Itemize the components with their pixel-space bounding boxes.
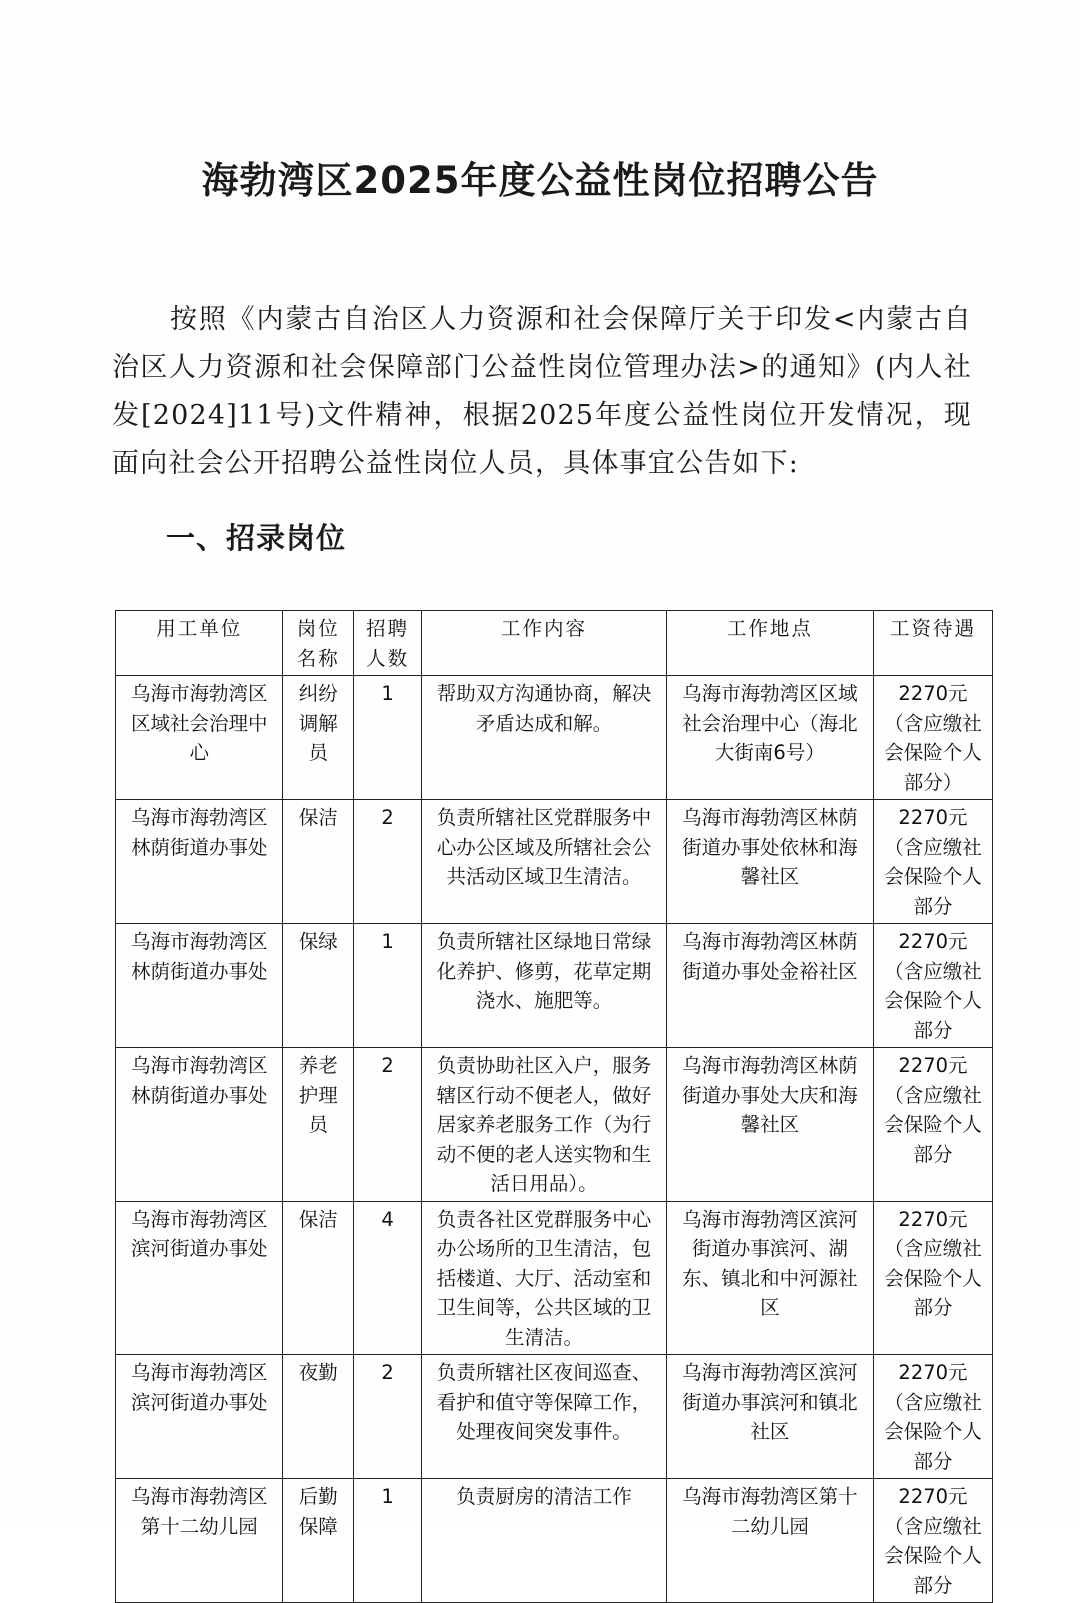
cell-unit: 乌海市海勃湾区滨河街道办事处: [116, 1201, 283, 1355]
cell-work-location: 乌海市海勃湾区林荫街道办事处大庆和海馨社区: [666, 1048, 873, 1202]
cell-hire-count: 2: [353, 1355, 421, 1479]
cell-hire-count: 1: [353, 924, 421, 1048]
cell-salary: 2270元（含应缴社会保险个人部分: [873, 1355, 992, 1479]
cell-hire-count: 2: [353, 800, 421, 924]
cell-work-location: 乌海市海勃湾区滨河街道办事滨河和镇北社区: [666, 1355, 873, 1479]
cell-salary: 2270元（含应缴社会保险个人部分: [873, 1048, 992, 1202]
cell-work-location: 乌海市海勃湾区滨河街道办事滨河、湖东、镇北和中河源社区: [666, 1201, 873, 1355]
intro-paragraph: 按照《内蒙古自治区人力资源和社会保障厅关于印发<内蒙古自治区人力资源和社会保障部门公益性岗位管理办法>的通知》(内人社发[2024]11号)文件精神，根据2025年度公益性岗位开发情况，现面向社会公开招聘公益性岗位人员，具体事宜公告如下:: [112, 304, 972, 479]
cell-unit: 乌海市海勃湾区林荫街道办事处: [116, 924, 283, 1048]
cell-salary: 2270元（含应缴社会保险个人部分）: [873, 676, 992, 800]
cell-position-name: 保洁: [283, 800, 354, 924]
cell-hire-count: 1: [353, 676, 421, 800]
cell-position-name: 保绿: [283, 924, 354, 1048]
cell-position-name: 夜勤: [283, 1355, 354, 1479]
document-title: 海勃湾区2025年度公益性岗位招聘公告: [201, 159, 879, 202]
table-row: [116, 676, 993, 800]
header-work-location: 工作地点: [666, 611, 873, 676]
table-row: [116, 1048, 993, 1202]
cell-hire-count: 1: [353, 1479, 421, 1603]
cell-position-name: 后勤保障: [283, 1479, 354, 1603]
cell-unit: 乌海市海勃湾区林荫街道办事处: [116, 1048, 283, 1202]
cell-job-content: 负责所辖社区绿地日常绿化养护、修剪，花草定期浇水、施肥等。: [422, 924, 667, 1048]
cell-salary: 2270元（含应缴社会保险个人部分: [873, 1479, 992, 1603]
cell-hire-count: 2: [353, 1048, 421, 1202]
cell-position-name: 养老护理员: [283, 1048, 354, 1202]
cell-job-content: 负责所辖社区夜间巡查、看护和值守等保障工作，处理夜间突发事件。: [422, 1355, 667, 1479]
header-hire-count: 招聘 人数: [353, 611, 421, 676]
cell-job-content: 负责各社区党群服务中心办公场所的卫生清洁，包括楼道、大厅、活动室和卫生间等，公共区域的卫生清洁。: [422, 1201, 667, 1355]
cell-salary: 2270元（含应缴社会保险个人部分: [873, 800, 992, 924]
header-salary: 工资待遇: [873, 611, 992, 676]
cell-salary: 2270元（含应缴社会保险个人部分: [873, 1201, 992, 1355]
jobs-table: [115, 610, 993, 1603]
header-unit: 用工单位: [116, 611, 283, 676]
table-row: [116, 800, 993, 924]
cell-salary: 2270元（含应缴社会保险个人部分: [873, 924, 992, 1048]
cell-job-content: 帮助双方沟通协商，解决矛盾达成和解。: [422, 676, 667, 800]
cell-work-location: 乌海市海勃湾区区域社会治理中心（海北大街南6号）: [666, 676, 873, 800]
cell-job-content: 负责所辖社区党群服务中心办公区域及所辖社会公共活动区域卫生清洁。: [422, 800, 667, 924]
cell-work-location: 乌海市海勃湾区林荫街道办事处依林和海馨社区: [666, 800, 873, 924]
cell-unit: 乌海市海勃湾区区域社会治理中心: [116, 676, 283, 800]
cell-unit: 乌海市海勃湾区第十二幼儿园: [116, 1479, 283, 1603]
table-row: [116, 924, 993, 1048]
cell-hire-count: 4: [353, 1201, 421, 1355]
table-row: [116, 1479, 993, 1603]
cell-position-name: 纠纷调解员: [283, 676, 354, 800]
cell-work-location: 乌海市海勃湾区林荫街道办事处金裕社区: [666, 924, 873, 1048]
cell-job-content: 负责厨房的清洁工作: [422, 1479, 667, 1603]
table-row: [116, 1201, 993, 1355]
cell-unit: 乌海市海勃湾区林荫街道办事处: [116, 800, 283, 924]
table-row: [116, 1355, 993, 1479]
cell-job-content: 负责协助社区入户，服务辖区行动不便老人，做好居家养老服务工作（为行动不便的老人送实物和生活日用品）。: [422, 1048, 667, 1202]
cell-position-name: 保洁: [283, 1201, 354, 1355]
cell-unit: 乌海市海勃湾区滨河街道办事处: [116, 1355, 283, 1479]
header-job-content: 工作内容: [422, 611, 667, 676]
table-header-row: [116, 611, 993, 676]
cell-work-location: 乌海市海勃湾区第十二幼儿园: [666, 1479, 873, 1603]
header-position-name: 岗位 名称: [283, 611, 354, 676]
section-heading: 一、招录岗位: [166, 521, 347, 555]
